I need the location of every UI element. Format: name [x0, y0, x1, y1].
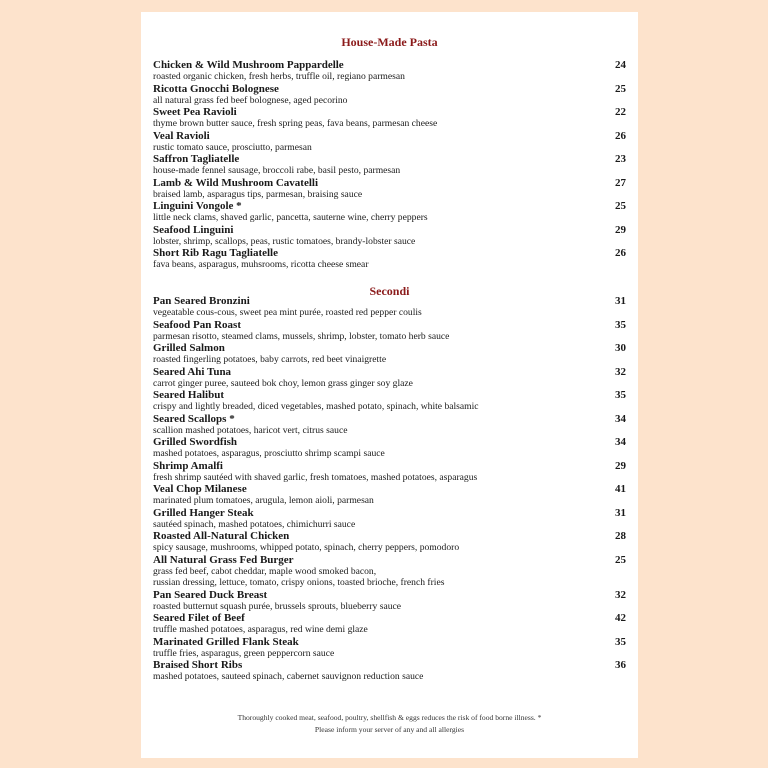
menu-item-name: Veal Ravioli — [153, 129, 210, 142]
menu-item-header — [153, 530, 629, 542]
secondi-menu-item — [153, 483, 629, 507]
menu-item-name: Seafood Pan Roast — [153, 318, 242, 331]
pasta-menu-item — [153, 130, 629, 154]
menu-item-price: 35 — [615, 318, 626, 331]
menu-item-description: crispy and lightly breaded, diced vegetables, mashed potato, spinach, white balsamic — [153, 401, 479, 412]
menu-item-name: Chicken & Wild Mushroom Pappardelle — [153, 59, 344, 71]
menu-item-header — [153, 507, 629, 519]
menu-item-header — [153, 460, 629, 472]
menu-item-price: 29 — [615, 459, 626, 472]
menu-item-header — [153, 612, 629, 624]
menu-item-price: 24 — [615, 59, 626, 71]
menu-item-description: thyme brown butter sauce, fresh spring peas, fava beans, parmesan cheese — [153, 118, 438, 129]
menu-item-description: truffle fries, asparagus, green peppercorn sauce — [153, 647, 335, 659]
menu-item-description: braised lamb, asparagus tips, parmesan, braising sauce — [153, 188, 363, 200]
secondi-menu-item — [153, 636, 629, 660]
menu-item-header — [153, 177, 629, 189]
secondi-menu-item — [153, 554, 629, 589]
menu-item-price: 25 — [615, 200, 626, 212]
allergy-footer — [141, 712, 638, 736]
menu-item-description: little neck clams, shaved garlic, pancetta, sauterne wine, cherry peppers — [153, 212, 428, 223]
menu-item-header — [153, 366, 629, 378]
secondi-menu-item — [153, 507, 629, 531]
menu-item-description: sautéed spinach, mashed potatoes, chimichurri sauce — [153, 518, 356, 530]
menu-item-description: lobster, shrimp, scallops, peas, rustic tomatoes, brandy-lobster sauce — [153, 235, 416, 247]
menu-item-description: scallion mashed potatoes, haricot vert, citrus sauce — [153, 424, 348, 436]
menu-item-price: 26 — [615, 247, 626, 259]
menu-item-header — [153, 554, 629, 566]
pasta-menu-item — [153, 83, 629, 107]
menu-item-header — [153, 659, 629, 671]
secondi-menu-item — [153, 366, 629, 390]
menu-item-price: 23 — [615, 153, 626, 165]
secondi-menu-item — [153, 460, 629, 484]
menu-item-name: Seared Ahi Tuna — [153, 365, 232, 378]
menu-item-name: Lamb & Wild Mushroom Cavatelli — [153, 176, 319, 189]
menu-item-description-continued: russian dressing, lettuce, tomato, crispy onions, toasted brioche, french fries — [153, 577, 445, 588]
menu-item-price: 25 — [615, 553, 626, 566]
pasta-menu-item — [153, 59, 629, 83]
secondi-menu-item — [153, 612, 629, 636]
menu-item-header — [153, 224, 629, 236]
secondi-menu-item — [153, 413, 629, 437]
menu-item-name: Shrimp Amalfi — [153, 459, 223, 472]
menu-item-name: Saffron Tagliatelle — [153, 153, 240, 165]
menu-item-price: 35 — [615, 389, 626, 401]
menu-item-price: 28 — [615, 530, 626, 542]
menu-item-price: 30 — [615, 342, 626, 354]
menu-item-price: 22 — [615, 106, 626, 118]
menu-item-header — [153, 413, 629, 425]
menu-item-header — [153, 295, 629, 307]
menu-item-header — [153, 106, 629, 118]
secondi-section-title: Secondi — [369, 284, 410, 298]
menu-item-price: 42 — [615, 612, 626, 624]
menu-item-description: mashed potatoes, asparagus, prosciutto shrimp scampi sauce — [153, 448, 385, 459]
menu-item-description: spicy sausage, mushrooms, whipped potato, spinach, cherry peppers, pomodoro — [153, 542, 460, 553]
menu-item-price: 27 — [615, 176, 626, 189]
pasta-menu-item — [153, 177, 629, 201]
menu-item-description: fava beans, asparagus, muhsrooms, ricotta cheese smear — [153, 259, 369, 270]
menu-item-description: rustic tomato sauce, prosciutto, parmesan — [153, 141, 312, 153]
secondi-menu-item — [153, 530, 629, 554]
menu-item-name: Grilled Hanger Steak — [153, 506, 254, 519]
menu-item-name: Pan Seared Bronzini — [153, 295, 250, 307]
menu-item-description: parmesan risotto, steamed clams, mussels, shrimp, lobster, tomato herb sauce — [153, 330, 450, 342]
pasta-item-list — [153, 59, 629, 271]
secondi-menu-item — [153, 295, 629, 319]
secondi-menu-item — [153, 319, 629, 343]
menu-item-header — [153, 436, 629, 448]
menu-item-header — [153, 247, 629, 259]
pasta-menu-item — [153, 200, 629, 224]
menu-item-name: Seared Scallops * — [153, 412, 235, 425]
menu-item-description: all natural grass fed beef bolognese, aged pecorino — [153, 94, 348, 106]
menu-item-name: Veal Chop Milanese — [153, 483, 247, 495]
menu-item-price: 35 — [615, 635, 626, 648]
menu-item-header — [153, 589, 629, 601]
footer-line-2: Please inform your server of any and all allergies — [314, 725, 465, 734]
menu-item-header — [153, 130, 629, 142]
menu-item-header — [153, 59, 629, 71]
menu-item-description: roasted organic chicken, fresh herbs, truffle oil, regiano parmesan — [153, 71, 405, 82]
menu-item-description: grass fed beef, cabot cheddar, maple wood smoked bacon, — [153, 565, 377, 577]
menu-item-description: vegeatable cous-cous, sweet pea mint purée, roasted red pepper coulis — [153, 307, 422, 318]
menu-item-name: Ricotta Gnocchi Bolognese — [153, 82, 279, 95]
menu-item-header — [153, 153, 629, 165]
menu-item-header — [153, 483, 629, 495]
menu-item-name: Seared Filet of Beef — [153, 612, 245, 624]
menu-item-name: Roasted All-Natural Chicken — [153, 530, 290, 542]
pasta-menu-item — [153, 106, 629, 130]
menu-item-header — [153, 200, 629, 212]
menu-item-name: Braised Short Ribs — [153, 659, 243, 671]
menu-item-name: Pan Seared Duck Breast — [153, 588, 268, 601]
secondi-menu-item — [153, 436, 629, 460]
menu-item-description: house-made fennel sausage, broccoli rabe, basil pesto, parmesan — [153, 165, 401, 176]
menu-item-name: Grilled Swordfish — [153, 436, 238, 448]
menu-item-price: 34 — [615, 436, 626, 448]
menu-item-description: roasted fingerling potatoes, baby carrots, red beet vinaigrette — [153, 354, 387, 365]
menu-item-description: carrot ginger puree, sauteed bok choy, lemon grass ginger soy glaze — [153, 377, 413, 389]
secondi-item-list — [153, 295, 629, 683]
menu-item-price: 29 — [615, 223, 626, 236]
menu-item-name: Seared Halibut — [153, 389, 225, 401]
menu-item-header — [153, 83, 629, 95]
menu-item-name: All Natural Grass Fed Burger — [153, 553, 294, 566]
secondi-menu-item — [153, 342, 629, 366]
menu-item-price: 41 — [615, 483, 626, 495]
pasta-menu-item — [153, 224, 629, 248]
menu-item-price: 25 — [615, 82, 626, 95]
menu-item-price: 26 — [615, 129, 626, 142]
menu-item-description: mashed potatoes, sauteed spinach, cabernet sauvignon reduction sauce — [153, 671, 424, 682]
menu-item-price: 34 — [615, 412, 626, 425]
menu-item-header — [153, 319, 629, 331]
menu-page — [141, 12, 638, 758]
menu-item-header — [153, 636, 629, 648]
menu-item-description: roasted butternut squash purée, brussels sprouts, blueberry sauce — [153, 600, 402, 612]
menu-item-name: Short Rib Ragu Tagliatelle — [153, 247, 278, 259]
pasta-section-title: House-Made Pasta — [341, 35, 438, 49]
secondi-menu-item — [153, 389, 629, 413]
menu-item-header — [153, 342, 629, 354]
menu-item-price: 36 — [615, 659, 626, 671]
pasta-menu-item — [153, 153, 629, 177]
menu-item-description: fresh shrimp sautéed with shaved garlic, fresh tomatoes, mashed potatoes, asparagus — [153, 471, 478, 483]
menu-item-name: Marinated Grilled Flank Steak — [153, 635, 299, 648]
menu-item-description: truffle mashed potatoes, asparagus, red wine demi glaze — [153, 624, 368, 635]
menu-item-price: 32 — [615, 365, 626, 378]
footer-line-1: Thoroughly cooked meat, seafood, poultry, shellfish & eggs reduces the risk of food borne illness. * — [237, 713, 542, 722]
secondi-menu-item — [153, 589, 629, 613]
menu-item-header — [153, 389, 629, 401]
watermark-logo: menupix — [536, 673, 623, 695]
menu-item-price: 32 — [615, 588, 626, 601]
menu-item-name: Sweet Pea Ravioli — [153, 106, 237, 118]
pasta-menu-item — [153, 247, 629, 271]
menu-item-price: 31 — [615, 295, 626, 307]
menu-item-name: Grilled Salmon — [153, 342, 225, 354]
menu-item-name: Seafood Linguini — [153, 223, 234, 236]
menu-item-name: Linguini Vongole * — [153, 200, 242, 212]
menu-item-description: marinated plum tomatoes, arugula, lemon aioli, parmesan — [153, 495, 374, 506]
menu-item-price: 31 — [615, 506, 626, 519]
